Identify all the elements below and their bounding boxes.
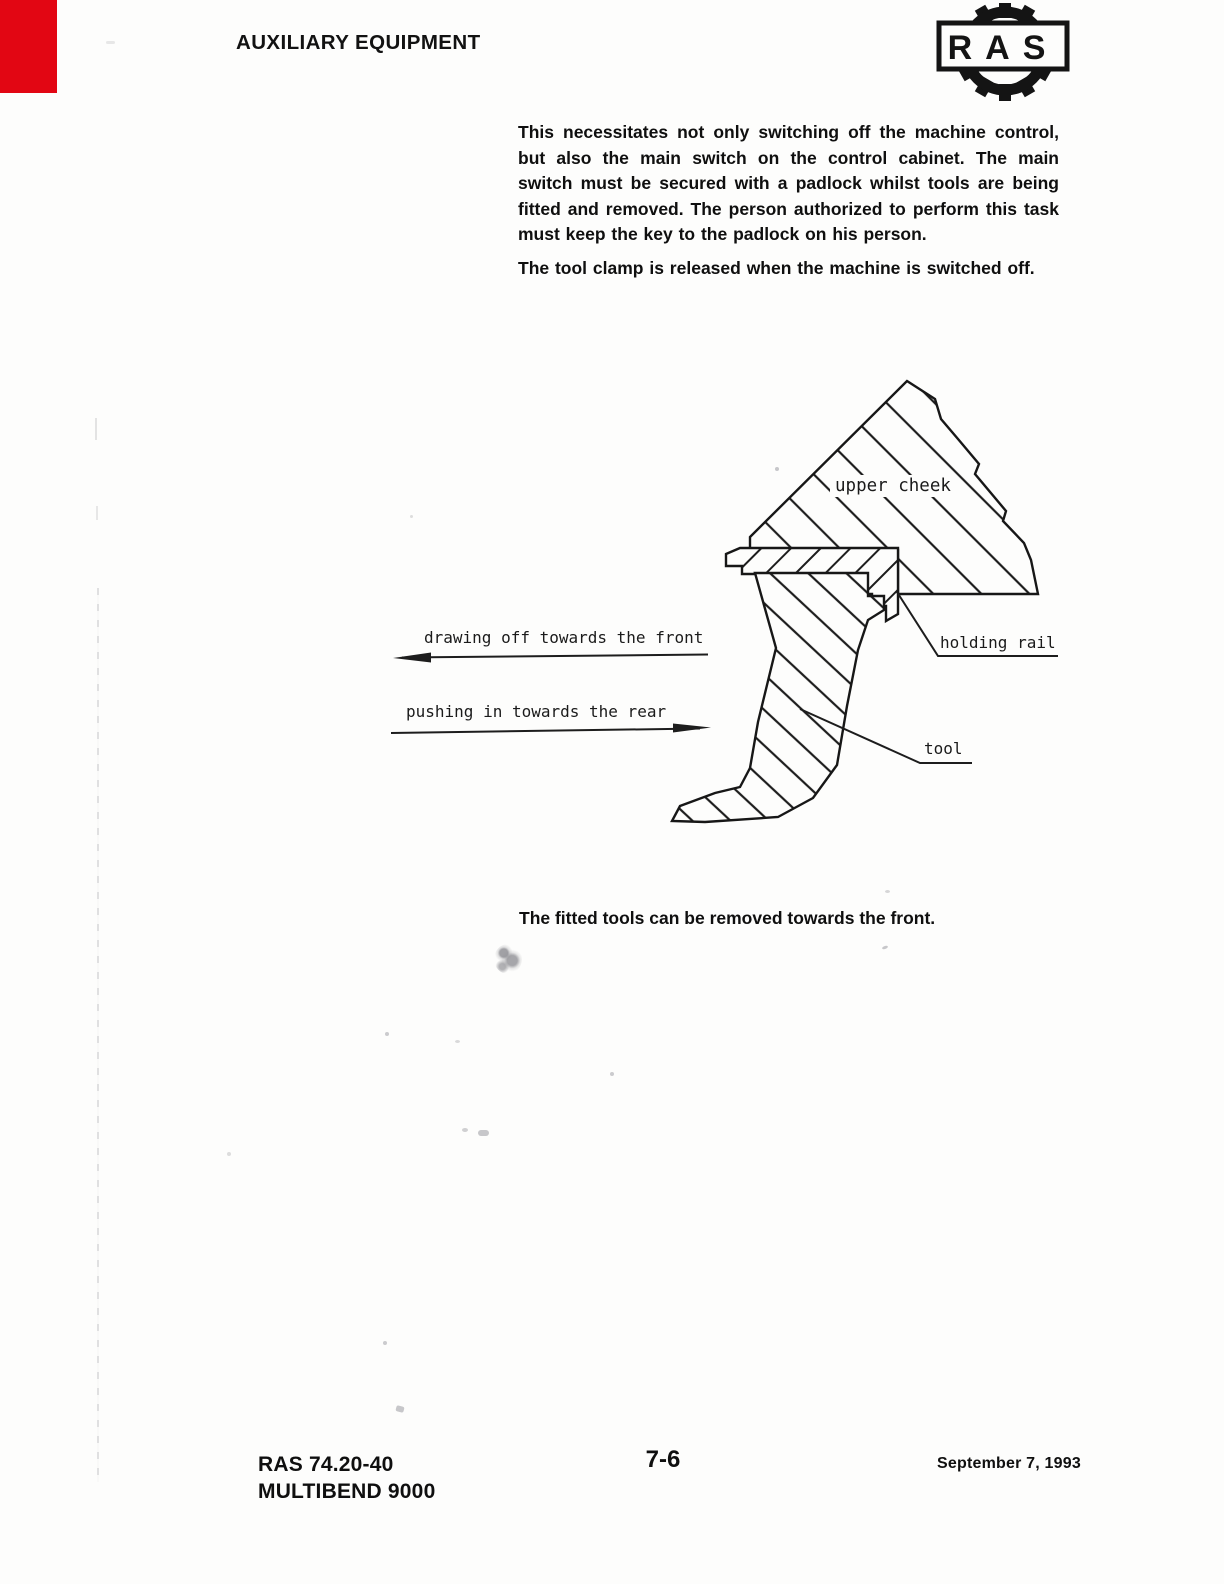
scan-speck <box>478 1130 489 1136</box>
footer-date: September 7, 1993 <box>937 1455 1081 1472</box>
arrow-left-head-icon <box>393 653 431 663</box>
scan-speck <box>106 41 115 44</box>
diagram-caption: The fitted tools can be removed towards the front. <box>519 908 936 928</box>
page-title: AUXILIARY EQUIPMENT <box>236 31 481 54</box>
scan-speck <box>385 1032 389 1036</box>
footer-doc-number: RAS 74.20-40 <box>258 1453 394 1476</box>
paragraph-main: This necessitates not only switching off the machine control, but also the main switch on the control cabinet. The main switch must be secured with a padlock whilst tools are being fitted and removed. The person authorized to perform this task must keep the key to the padlock on his person. <box>518 122 1059 244</box>
tool-label: tool <box>924 739 963 758</box>
tool-shape <box>672 573 884 822</box>
arrow-front-label: drawing off towards the front <box>424 628 704 647</box>
scan-speck <box>410 515 413 518</box>
logo-letters: RAS <box>947 29 1059 67</box>
holding-rail-label: holding rail <box>940 633 1056 652</box>
scan-margin-line <box>97 588 99 1482</box>
footer-machine-name: MULTIBEND 9000 <box>258 1480 436 1503</box>
scan-speck <box>383 1341 387 1345</box>
upper-cheek-label: upper cheek <box>830 475 956 497</box>
arrow-rear-line <box>391 724 711 734</box>
scan-tick <box>96 506 98 520</box>
arrow-front-line <box>393 653 708 663</box>
scan-speck <box>462 1128 468 1132</box>
footer-doc-block <box>258 1451 435 1505</box>
footer-page-number: 7-6 <box>645 1446 681 1473</box>
arrow-right-head-icon <box>673 724 711 733</box>
scan-speck <box>610 1072 614 1076</box>
scan-speck <box>775 467 779 471</box>
scan-speck <box>227 1152 231 1156</box>
scan-speck <box>885 890 890 893</box>
scan-tick <box>95 418 97 440</box>
paragraph-tool-clamp: The tool clamp is released when the machine is switched off. <box>518 258 1035 278</box>
scan-speck <box>455 1040 460 1043</box>
arrow-rear-label: pushing in towards the rear <box>406 702 667 721</box>
ink-smudge <box>494 944 522 974</box>
